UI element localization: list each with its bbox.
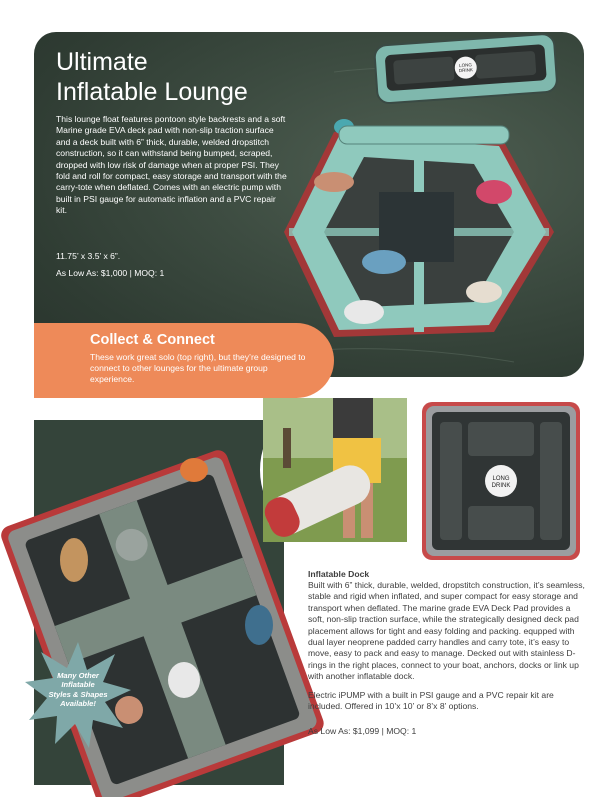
logo-text-1: LONG [492, 476, 510, 482]
dock-body: Built with 6” thick, durable, welded, dropstitch construction, it’s seamless, stable and rigid when inflated, and super compact for easy storage and transport when deflated. The marine grade EVA Deck Pad provides a soft, non-slip traction surface, while the strategically designed deck pad placement allows for tight and easy folding and packing. equpped with dual layer neoprene padded carry handles and carry tote, it’s easy to move, easy to pack and easy to manage. Decked out with stainless D-rings in the right places, connect to your boat, anchors, docks or link up with another inflatable dock. [308, 580, 585, 682]
badge-line1: Many Other [57, 671, 99, 680]
dock-price: As Low As: $1,099 | MOQ: 1 [308, 726, 417, 737]
dock-product-render [420, 400, 582, 562]
svg-text:DRINK: DRINK [458, 67, 474, 74]
dock-extra: Electric iPUMP with a built in PSI gauge and a PVC repair kit are included. Offered in 10’x 10’ or 8’x 8’ options. [308, 689, 554, 712]
dock-title: Inflatable Dock [308, 569, 370, 579]
collect-connect-text: These work great solo (top right), but they’re designed to connect to other lounges for the ultimate group experience. [90, 352, 306, 384]
badge-line4: Available! [60, 699, 96, 709]
lounge-title-line1: Ultimate [56, 48, 148, 76]
badge-line3: Styles & Shapes [48, 689, 108, 699]
connected-lounges [284, 119, 554, 337]
lounge-hero-photo [34, 32, 584, 384]
solo-lounge-float [374, 33, 558, 103]
lounge-title [56, 47, 316, 107]
lounge-dimensions: 11.75’ x 3.5’ x 6”. [56, 251, 121, 261]
logo-text-2: DRINK [491, 483, 511, 489]
dock-text-block [308, 569, 586, 737]
carry-tote-photo [260, 395, 410, 545]
badge-line2: Inflatable [61, 680, 95, 690]
carry-tote-illustration [263, 398, 407, 542]
lounge-price: As Low As: $1,000 | MOQ: 1 [56, 268, 165, 278]
lounge-description: This lounge float features pontoon style backrests and a soft Marine grade EVA deck pad with non-slip traction surface and a deck built with 6” thick, durable, welded dropstitch construction, so it can withstand being bumped, scraped, dropped with low risk of damage when at proper PSI. They fold and roll for compact, easy storage and transport with the carry-tote when deflated. Comes with an electric pump with built in PSI gauge for automatic inflation and a PVC repair kit. [56, 114, 287, 216]
lounge-title-line2: Inflatable Lounge [56, 78, 248, 106]
collect-connect-title: Collect & Connect [90, 332, 215, 348]
svg-text:LONG: LONG [459, 62, 473, 69]
badge-text [48, 671, 108, 709]
